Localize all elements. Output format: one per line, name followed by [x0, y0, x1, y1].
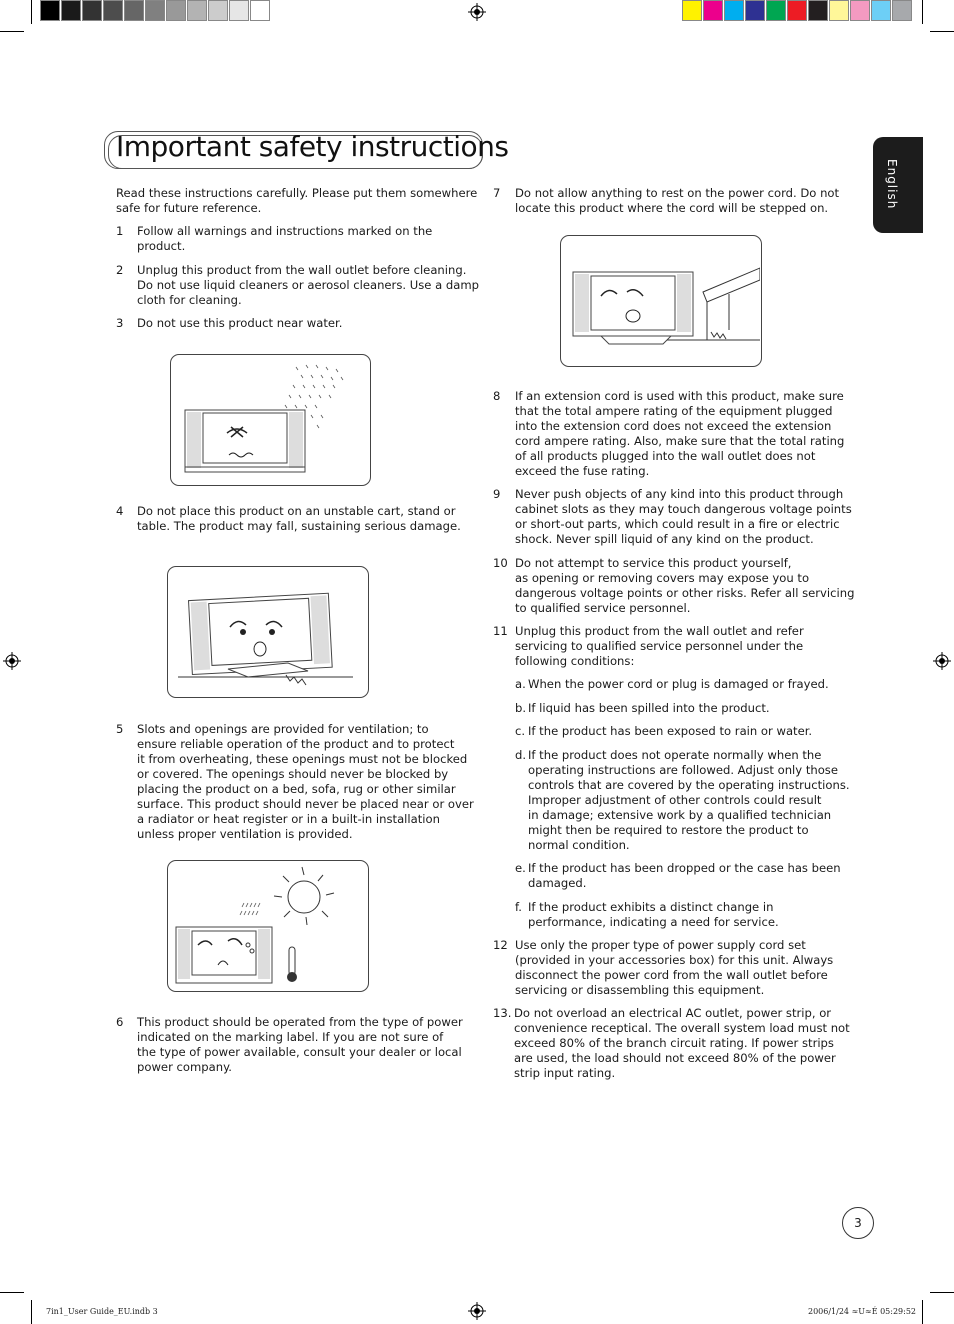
subitem-text: If the product has been exposed to rain or water. — [528, 724, 813, 738]
process-color-swatch — [766, 0, 786, 21]
crop-mark — [0, 1292, 24, 1293]
item-number: 4 — [116, 504, 124, 518]
crop-mark — [922, 1300, 923, 1324]
grayscale-swatch — [61, 0, 81, 21]
power-cord-illustration — [560, 235, 762, 367]
grayscale-swatch — [166, 0, 186, 21]
crop-mark — [0, 31, 24, 32]
item-text: Do not use this product near water. — [137, 316, 343, 330]
page-number: 3 — [842, 1207, 874, 1239]
timestamp: 2006/1/24 ≈U≈É 05:29:52 — [808, 1307, 917, 1316]
item-text: Follow all warnings and instructions marked on the product. — [137, 224, 433, 253]
grayscale-swatch — [250, 0, 270, 21]
item-text: Do not allow anything to rest on the power cord. Do not locate this product where the cord will be stepped on. — [515, 186, 840, 215]
process-color-swatch — [892, 0, 912, 21]
registration-mark-icon — [3, 652, 21, 670]
grayscale-color-bar — [40, 0, 271, 21]
language-tab-label: English — [885, 159, 899, 210]
subitem-label: c. — [515, 724, 526, 738]
process-color-swatch — [829, 0, 849, 21]
process-color-swatch — [787, 0, 807, 21]
process-color-swatch — [871, 0, 891, 21]
item-text: If an extension cord is used with this product, make sure that the total ampere rating of the equipment plugged into the extension cord does not exceed the extension cord ampere rating. Also, make sure that the total rating of all products plugged into the wall outlet does not exceed the fuse rating. — [515, 389, 845, 478]
item-number: 7 — [493, 186, 501, 200]
grayscale-swatch — [124, 0, 144, 21]
process-color-swatch — [682, 0, 702, 21]
item-number: 11 — [493, 624, 508, 638]
grayscale-swatch — [82, 0, 102, 21]
item-text: This product should be operated from the type of power indicated on the marking label. If you are not sure of the type of power available, consult your dealer or local power company. — [137, 1015, 463, 1074]
registration-mark-icon — [468, 3, 486, 21]
water-warning-illustration — [170, 354, 371, 486]
subitem-label: f. — [515, 900, 522, 914]
item-text: Never push objects of any kind into this product through cabinet slots as they may touch dangerous voltage points or short-out parts, which could result in a fire or electric shock. Never spill liquid of any kind on the product. — [515, 487, 852, 546]
registration-mark-icon — [933, 652, 951, 670]
intro-text: Read these instructions carefully. Please put them somewhere safe for future reference. — [116, 186, 478, 215]
grayscale-swatch — [40, 0, 60, 21]
file-info: 7in1_User Guide_EU.indb 3 — [46, 1307, 158, 1316]
item-number: 6 — [116, 1015, 124, 1029]
item-text: Unplug this product from the wall outlet before cleaning. Do not use liquid cleaners or aerosol cleaners. Use a damp cloth for cleaning. — [137, 263, 479, 307]
language-tab — [873, 137, 923, 233]
item-text: Use only the proper type of power supply cord set (provided in your accessories box) for this unit. Always disconnect the power cord from the wall outlet before servicing or disassembling this equipment. — [515, 938, 834, 997]
grayscale-swatch — [145, 0, 165, 21]
grayscale-swatch — [103, 0, 123, 21]
subitem-label: a. — [515, 677, 526, 691]
item-text: Unplug this product from the wall outlet and refer servicing to qualified service personnel under the following conditions: — [515, 624, 804, 668]
item-text: Do not overload an electrical AC outlet, power strip, or convenience receptical. The overall system load must not exceed 80% of the branch circuit rating. If power strips are used, the load should not exceed 80% of the power strip input rating. — [514, 1006, 850, 1080]
registration-mark-icon — [468, 1302, 486, 1320]
item-number: 13. — [493, 1006, 512, 1020]
crop-mark — [930, 31, 954, 32]
subitem-text: If the product does not operate normally when the operating instructions are followed. Adjust only those controls that are covered by the operating instructions. Improper adjustment of other controls could result in damage; extensive work by a qualified technician might then be required to restore the product to normal condition. — [528, 748, 850, 852]
item-text: Do not attempt to service this product yourself, as opening or removing covers may expose you to dangerous voltage points or other risks. Refer all servicing to qualified service personnel. — [515, 556, 855, 615]
item-text: Slots and openings are provided for ventilation; to ensure reliable operation of the product and to protect it from overheating, these openings must not be blocked or covered. The openings should never be blocked by placing the product on a bed, sofa, rug or other similar surface. This product should never be placed near or over a radiator or heat register or in a built-in installation unless proper ventilation is provided. — [137, 722, 474, 841]
process-color-bar — [682, 0, 913, 21]
page-title: Important safety instructions — [116, 130, 509, 163]
item-number: 9 — [493, 487, 501, 501]
item-number: 1 — [116, 224, 124, 238]
process-color-swatch — [808, 0, 828, 21]
subitem-text: When the power cord or plug is damaged or frayed. — [528, 677, 829, 691]
crop-mark — [930, 1292, 954, 1293]
crop-mark — [31, 0, 32, 24]
unstable-cart-illustration — [167, 566, 369, 698]
process-color-swatch — [745, 0, 765, 21]
item-number: 10 — [493, 556, 508, 570]
crop-mark — [922, 0, 923, 24]
item-number: 3 — [116, 316, 124, 330]
process-color-swatch — [724, 0, 744, 21]
subitem-text: If the product exhibits a distinct change in performance, indicating a need for service. — [528, 900, 779, 929]
item-number: 5 — [116, 722, 124, 736]
item-number: 8 — [493, 389, 501, 403]
process-color-swatch — [703, 0, 723, 21]
subitem-label: b. — [515, 701, 527, 715]
subitem-text: If the product has been dropped or the case has been damaged. — [528, 861, 841, 890]
subitem-label: d. — [515, 748, 527, 762]
grayscale-swatch — [208, 0, 228, 21]
grayscale-swatch — [187, 0, 207, 21]
crop-mark — [31, 1300, 32, 1324]
subitem-label: e. — [515, 861, 526, 875]
item-number: 12 — [493, 938, 508, 952]
item-text: Do not place this product on an unstable cart, stand or table. The product may fall, sustaining serious damage. — [137, 504, 461, 533]
process-color-swatch — [850, 0, 870, 21]
item-number: 2 — [116, 263, 124, 277]
grayscale-swatch — [229, 0, 249, 21]
subitem-text: If liquid has been spilled into the product. — [528, 701, 770, 715]
heat-warning-illustration — [167, 860, 369, 992]
